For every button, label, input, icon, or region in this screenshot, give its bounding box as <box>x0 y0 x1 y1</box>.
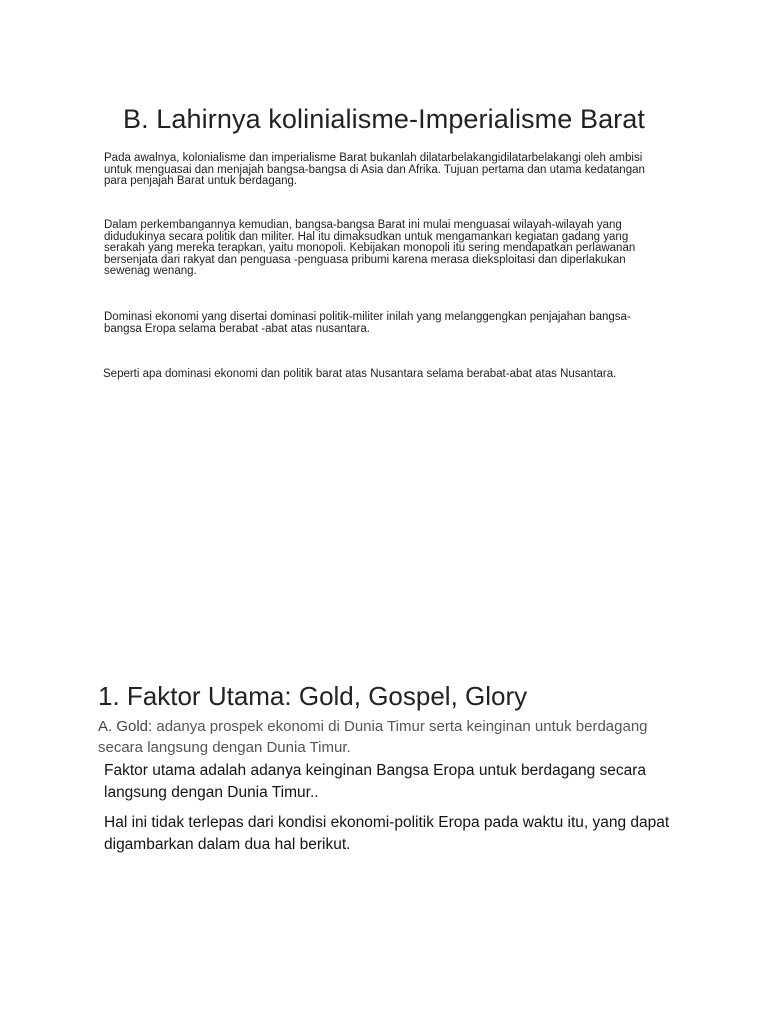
paragraph-4: Seperti apa dominasi ekonomi dan politik barat atas Nusantara selama berabat-abat atas Nusantara. <box>103 368 617 380</box>
slide-title: 1. Faktor Utama: Gold, Gospel, Glory <box>98 681 528 711</box>
slide-title: B. Lahirnya kolinialisme-Imperialisme Barat <box>123 104 645 134</box>
body-paragraph-2: Hal ini tidak terlepas dari kondisi ekonomi-politik Eropa pada waktu itu, yang dapat digambarkan dalam dua hal berikut. <box>104 814 670 853</box>
paragraph-1: Pada awalnya, kolonialisme dan imperialisme Barat bukanlah dilatarbelakangidilatarbelakangi oleh ambisi untuk menguasai dan menjajah bangsa-bangsa di Asia dan Afrika. Tujuan pertama dan utama kedatangan para penjajah Barat untuk berdagang. <box>104 152 645 187</box>
paragraph-2: Dalam perkembangannya kemudian, bangsa-bangsa Barat ini mulai menguasai wilayah-wilayah yang didudukinya secara politik dan militer. Hal itu dimaksudkan untuk mengamankan kegiatan gadang yang serakah yang mereka terapkan, yaitu monopoli. Kebijakan monopoli itu sering mendapatkan perlawanan bersenjata dari rakyat dan penguasa -penguasa pribumi karena merasa dieksploitasi dan diperlakukan sewenag wenang. <box>104 219 636 277</box>
body-paragraph-1: Faktor utama adalah adanya keinginan Bangsa Eropa untuk berdagang secara langsung dengan Dunia Timur.. <box>104 762 647 801</box>
subtitle-rest: adanya prospek ekonomi di Dunia Timur serta keinginan untuk berdagang secara langsung dengan Dunia Timur. <box>98 718 648 756</box>
subtitle-lead: A. Gold: <box>98 718 153 735</box>
paragraph-3: Dominasi ekonomi yang disertai dominasi politik-militer inilah yang melanggengkan penjajahan bangsa-bangsa Eropa selama berabat -abat atas nusantara. <box>104 311 631 335</box>
slide-2 <box>0 660 768 1024</box>
subtitle <box>98 716 688 758</box>
